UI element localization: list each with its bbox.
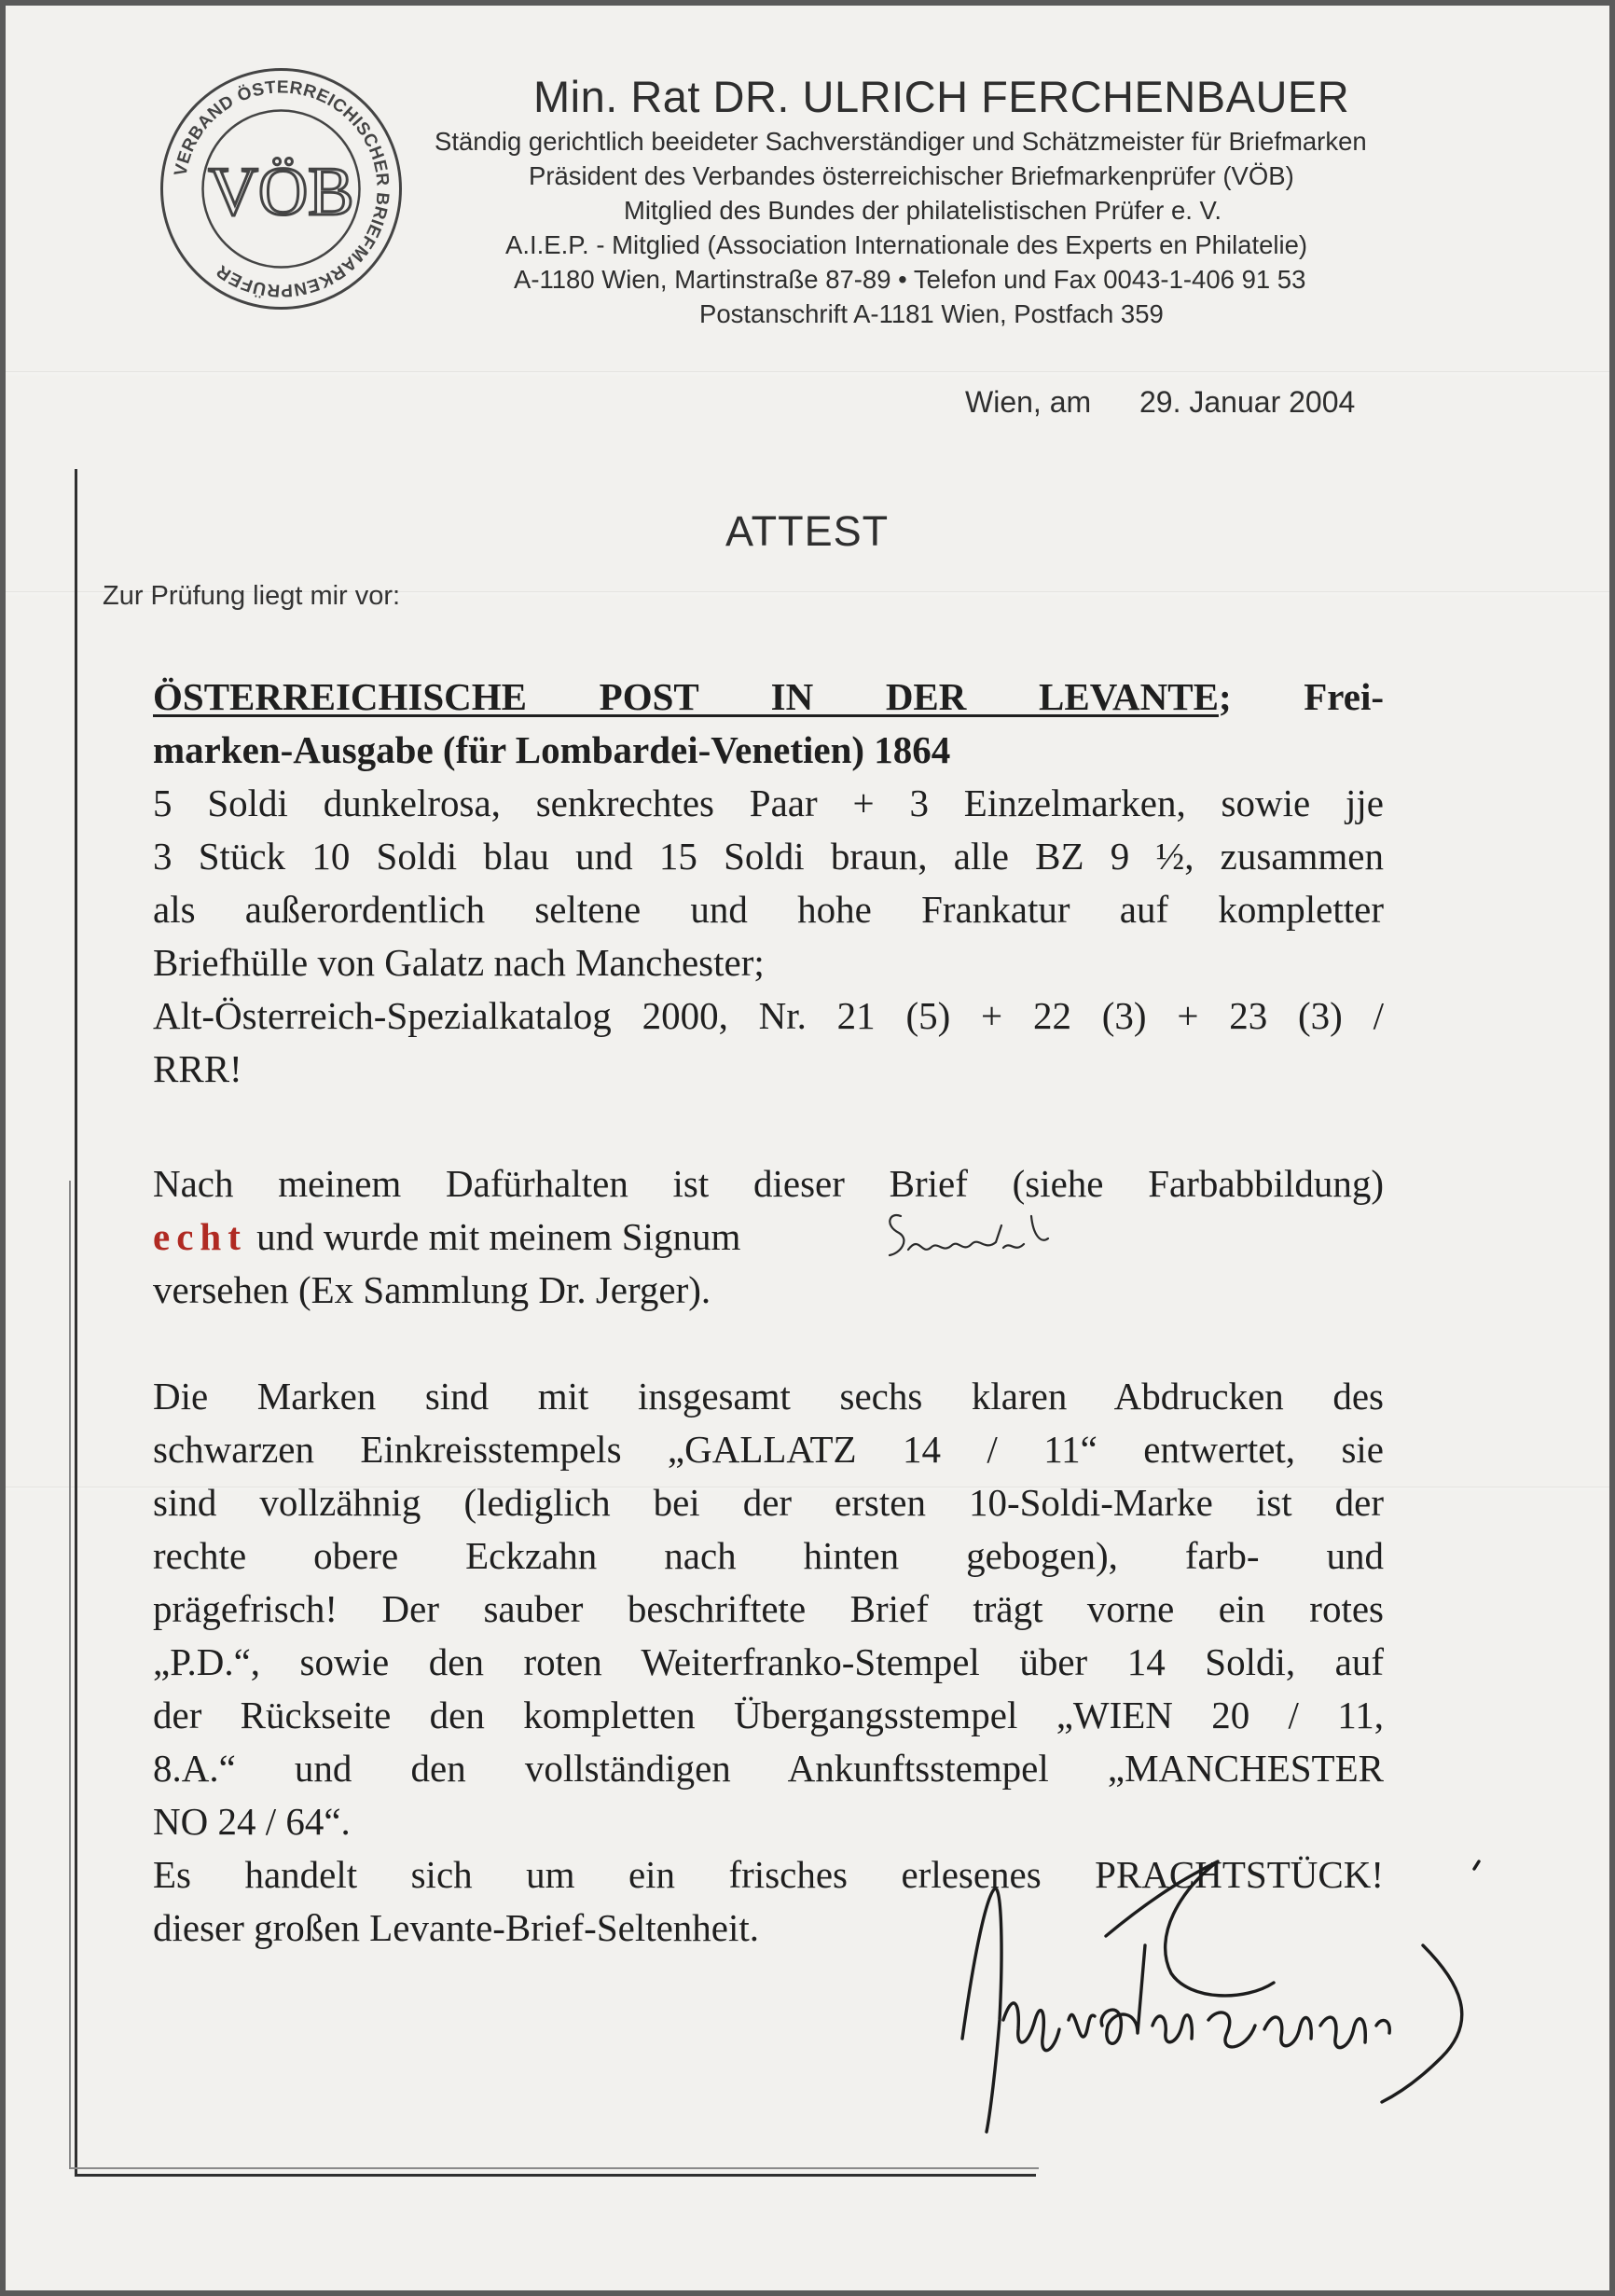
header-line-3: Mitglied des Bundes der philatelistischen Prüfer e. V. [624, 196, 1222, 225]
subject-line: 5 Soldi dunkelrosa, senkrechtes Paar + 3 Einzelmarken, sowie jje [153, 781, 1384, 824]
description-line: „P.D.“, sowie den roten Weiterfranko-Stempel über 14 Soldi, auf [153, 1640, 1384, 1683]
subject-heading-underlined: ÖSTERREICHISCHE POST IN DER LEVANTE [153, 675, 1219, 718]
subject-line: Alt-Österreich-Spezialkatalog 2000, Nr. 21 (5) + 22 (3) + 23 (3) / [153, 994, 1384, 1037]
opinion-block [153, 1157, 1384, 1317]
header-line-1: Ständig gerichtlich beeideter Sachverständiger und Schätzmeister für Briefmarken [435, 127, 1367, 156]
date-value: 29. Januar 2004 [1139, 385, 1356, 419]
description-line: dieser großen Levante-Brief-Seltenheit. [153, 1906, 760, 1949]
echt-mark: echt [153, 1215, 247, 1258]
description-line: prägefrisch! Der sauber beschriftete Brief trägt vorne ein rotes [153, 1587, 1384, 1630]
description-line: NO 24 / 64“. [153, 1800, 351, 1843]
opinion-line-3: versehen (Ex Sammlung Dr. Jerger). [153, 1268, 711, 1311]
subject-line: als außerordentlich seltene und hohe Frankatur auf kompletter [153, 888, 1384, 931]
intro-text: Zur Prüfung liegt mir vor: [103, 581, 401, 611]
description-line: schwarzen Einkreisstempels „GALLATZ 14 / 11“ entwertet, sie [153, 1428, 1384, 1471]
header-line-4: A.I.E.P. - Mitglied (Association Internationale des Experts en Philatelie) [505, 230, 1308, 259]
subject-block [153, 671, 1384, 1096]
expert-signature [938, 1833, 1516, 2151]
document-title: ATTEST [725, 507, 890, 555]
subject-heading-rest: ; Frei- [1218, 675, 1384, 718]
subject-line: 3 Stück 10 Soldi blau und 15 Soldi braun, alle BZ 9 ½, zusammen [153, 835, 1384, 878]
description-line: sind vollzähnig (lediglich bei der ersten 10-Soldi-Marke ist der [153, 1481, 1384, 1524]
certificate-sheet [6, 6, 1609, 2290]
margin-rule-vertical-inner [69, 1181, 71, 2169]
paper-fold [6, 371, 1609, 372]
subject-heading-line2: marken-Ausgabe (für Lombardei-Venetien) 1864 [153, 728, 951, 771]
opinion-line-2 [153, 1210, 1384, 1264]
date-place: Wien, am [965, 385, 1092, 419]
seal-ring-text: VERBAND ÖSTERREICHISCHER BRIEFMARKENPRÜFER [171, 77, 393, 300]
description-line: Es handelt sich um ein frisches erlesenes PRACHTSTÜCK! [153, 1853, 1384, 1896]
expert-name: Min. Rat DR. ULRICH FERCHENBAUER [533, 72, 1350, 121]
seal-monogram: VÖB [208, 154, 354, 230]
margin-rule-vertical [75, 469, 77, 2176]
header-line-2: Präsident des Verbandes österreichischer Briefmarkenprüfer (VÖB) [529, 161, 1294, 190]
description-line: Die Marken sind mit insgesamt sechs klaren Abdrucken des [153, 1375, 1384, 1418]
description-line: rechte obere Eckzahn nach hinten gebogen), farb- und [153, 1534, 1384, 1577]
subject-heading [153, 671, 1384, 724]
description-line: der Rückseite den kompletten Übergangsstempel „WIEN 20 / 11, [153, 1694, 1384, 1736]
subject-line: RRR! [153, 1047, 242, 1090]
header-line-5: A-1180 Wien, Martinstraße 87-89 • Telefon und Fax 0043-1-406 91 53 [514, 265, 1306, 294]
header-line-6: Postanschrift A-1181 Wien, Postfach 359 [699, 299, 1164, 328]
description-line: 8.A.“ und den vollständigen Ankunftsstempel „MANCHESTER [153, 1747, 1384, 1790]
margin-rule-horizontal-inner [69, 2167, 1039, 2169]
subject-line: Briefhülle von Galatz nach Manchester; [153, 941, 765, 984]
voeb-seal-logo [158, 65, 405, 312]
opinion-line-1: Nach meinem Dafürhalten ist dieser Brief (siehe Farbabbildung) [153, 1162, 1384, 1205]
opinion-line-2-rest: und wurde mit meinem Signum [246, 1215, 741, 1258]
margin-rule-horizontal [75, 2174, 1036, 2177]
signum-mark [882, 1207, 1069, 1272]
